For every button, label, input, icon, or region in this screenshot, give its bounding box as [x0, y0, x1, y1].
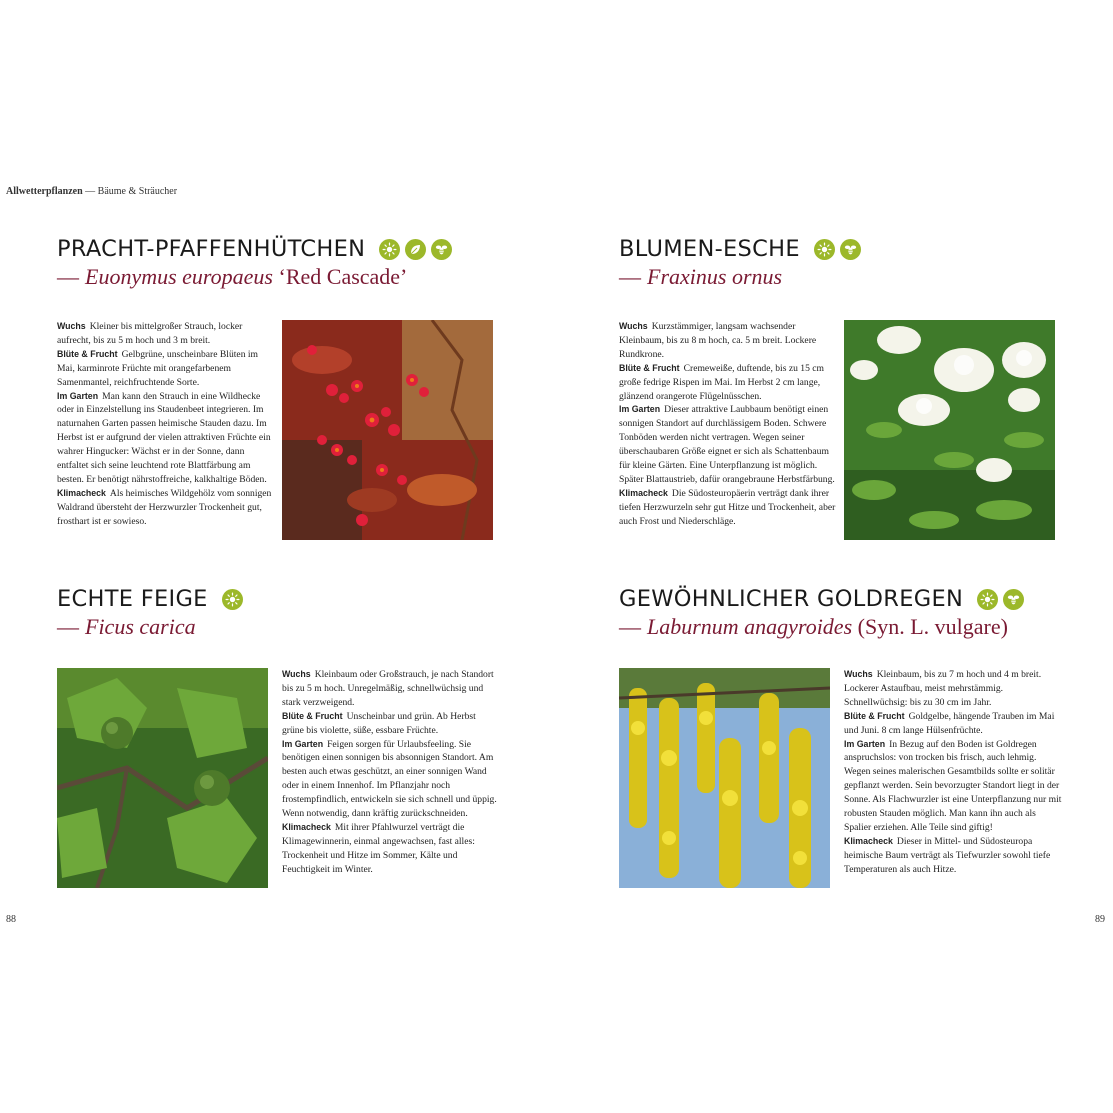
sun-icon — [222, 589, 243, 610]
entry-pracht-pfaffenhuetchen — [57, 236, 457, 290]
entry-description — [844, 668, 1062, 877]
entry-title: ECHTE FEIGE — [57, 586, 208, 612]
entry-latin-name — [619, 264, 866, 290]
bee-icon — [1003, 589, 1024, 610]
text-wuchs: Kurzstämmiger, langsam wachsender Kleinbaum, bis zu 8 m hoch, ca. 5 m breit. Lockere Rundkrone. — [619, 321, 817, 360]
latin-binomial: Fraxinus ornus — [647, 264, 783, 289]
text-wuchs: Kleiner bis mittelgroßer Strauch, locker aufrecht, bis zu 5 m hoch und 3 m breit. — [57, 321, 243, 346]
text-klima: Als heimisches Wildgehölz vom sonnigen Waldrand übersteht der Herzwurzler Trockenheit gut, frosthart ist er sowieso. — [57, 487, 272, 527]
photo-laburnum — [619, 668, 830, 888]
photo-fraxinus — [844, 320, 1055, 540]
entry-latin-name — [57, 614, 248, 640]
entry-echte-feige — [57, 586, 248, 640]
text-bluete: Goldgelbe, hängende Trauben im Mai und Juni. 8 cm lange Hülsenfrüchte. — [844, 710, 1055, 736]
text-bluete: Unscheinbar und grün. Ab Herbst grüne bis violette, süße, essbare Früchte. — [282, 710, 476, 736]
label-garten: Im Garten — [57, 390, 99, 401]
text-garten: In Bezug auf den Boden ist Goldregen anspruchslos: von trocken bis frisch, auch lehmig. Wegen seines malerischen Gesamtbilds sollte er solitär gepflanzt werden. Sein bevorzugter Standort liegt in der Sonne. Als Flachwurzler ist eine Unterpflanzung nur mit robusten Stauden möglich. Man kann ihn auch als Spalier erziehen. Alle Teile sind giftig! — [844, 738, 1062, 833]
running-head-chapter: Bäume & Sträucher — [97, 186, 178, 197]
label-klima: Klimacheck — [844, 835, 893, 846]
label-wuchs: Wuchs — [282, 669, 311, 679]
running-head — [6, 186, 177, 197]
latin-binomial: Laburnum anagyroides — [647, 614, 853, 639]
entry-gewoehnlicher-goldregen — [619, 586, 1029, 640]
sun-icon — [379, 239, 400, 260]
entry-title: GEWÖHNLICHER GOLDREGEN — [619, 586, 964, 612]
label-bluete: Blüte & Frucht — [619, 362, 680, 373]
label-klima: Klimacheck — [619, 487, 668, 498]
running-head-section: Allwetterpflanzen — [6, 186, 83, 197]
page-number-right: 89 — [1095, 914, 1105, 925]
latin-binomial: Ficus carica — [85, 614, 196, 639]
entry-description — [619, 320, 837, 529]
label-wuchs: Wuchs — [619, 321, 648, 331]
entry-title: PRACHT-PFAFFENHÜTCHEN — [57, 236, 366, 262]
text-garten: Dieser attraktive Laubbaum benötigt einen sonnigen Standort auf durchlässigem Boden. Schwere Tonböden werden nicht vertragen. Wegen seiner überschaubaren Größe eignet er sich als Schattenbaum für kleine Gärten. Eine Unterpflanzung ist möglich. Später Blattaustrieb, dafür orangebraune Herbstfärbung. — [619, 404, 835, 485]
text-klima: Mit ihrer Pfahlwurzel verträgt die Klimagewinnerin, einmal angewachsen, fast alles: Trockenheit und Hitze im Sommer, Kälte und Feuchtigkeit im Winter. — [282, 821, 475, 875]
page-number-left: 88 — [6, 914, 16, 925]
label-garten: Im Garten — [844, 738, 886, 749]
entry-blumen-esche — [619, 236, 866, 290]
label-bluete: Blüte & Frucht — [282, 710, 343, 721]
label-wuchs: Wuchs — [844, 669, 873, 679]
text-bluete: Cremeweiße, duftende, bis zu 15 cm große fedrige Rispen im Mai. Im Herbst 2 cm lange, glänzend orangerote Flügelnüsschen. — [619, 362, 825, 402]
latin-cultivar: ‘Red Cascade’ — [278, 264, 408, 289]
entry-title: BLUMEN-ESCHE — [619, 236, 800, 262]
latin-dash: — — [57, 614, 79, 639]
sun-icon — [977, 589, 998, 610]
entry-latin-name — [619, 614, 1029, 640]
photo-euonymus — [282, 320, 493, 540]
latin-binomial: Euonymus europaeus — [85, 264, 273, 289]
label-wuchs: Wuchs — [57, 321, 86, 331]
sun-icon — [814, 239, 835, 260]
text-garten: Man kann den Strauch in eine Wildhecke oder in Einzelstellung ins Staudenbeet integrieren. Im naturnahen Garten passen heimische Stauden dazu. Im Herbst ist er aufgrund der vielen attraktiven Früchte ein wahrer Hingucker: Wächst er in der Sonne, dann entfaltet sich seine leuchtend rote Blattfärbung am besten. Er benötigt nährstoffreiche, kalkhaltige Böden. — [57, 390, 271, 485]
label-garten: Im Garten — [282, 738, 324, 749]
entry-description — [57, 320, 275, 529]
text-bluete: Gelbgrüne, unscheinbare Blüten im Mai, karminrote Früchte mit orangefarbenem Samenmantel, reichfruchtende Sorte. — [57, 348, 259, 388]
entry-latin-name — [57, 264, 457, 290]
text-klima: Dieser in Mittel- und Südosteuropa heimische Baum verträgt als Tiefwurzler sowohl tiefe Temperaturen als auch Hitze. — [844, 835, 1051, 875]
label-bluete: Blüte & Frucht — [57, 348, 118, 359]
text-wuchs: Kleinbaum oder Großstrauch, je nach Standort bis zu 5 m hoch. Unregelmäßig, schnellwüchsig und stark verzweigend. — [282, 669, 494, 708]
latin-dash: — — [57, 264, 79, 289]
entry-description — [282, 668, 500, 877]
text-wuchs: Kleinbaum, bis zu 7 m hoch und 4 m breit. Lockerer Astaufbau, meist mehrstämmig. Schnellwüchsig: bis zu 30 cm im Jahr. — [844, 669, 1042, 708]
text-klima: Die Südosteuropäerin verträgt dank ihrer tiefen Herzwurzeln sehr gut Hitze und Trockenheit, aber auch Frost und Niederschläge. — [619, 487, 836, 527]
running-head-separator: — — [85, 186, 96, 197]
bee-icon — [431, 239, 452, 260]
leaf-icon — [405, 239, 426, 260]
photo-ficus — [57, 668, 268, 888]
label-bluete: Blüte & Frucht — [844, 710, 905, 721]
latin-dash: — — [619, 264, 641, 289]
latin-dash: — — [619, 614, 641, 639]
latin-synonym: (Syn. L. vulgare) — [857, 614, 1008, 639]
text-garten: Feigen sorgen für Urlaubsfeeling. Sie benötigen einen sonnigen bis absonnigen Standort. Am besten auch etwas geschützt, an einer sonnigen Wand oder in einem Innenhof. Im Pflanzjahr noch frostempfindlich, entwickeln sie sich schnell und üppig. Wenn notwendig, dann kräftig zurückschneiden. — [282, 738, 497, 820]
label-klima: Klimacheck — [282, 821, 331, 832]
bee-icon — [840, 239, 861, 260]
label-garten: Im Garten — [619, 404, 661, 415]
label-klima: Klimacheck — [57, 487, 106, 498]
